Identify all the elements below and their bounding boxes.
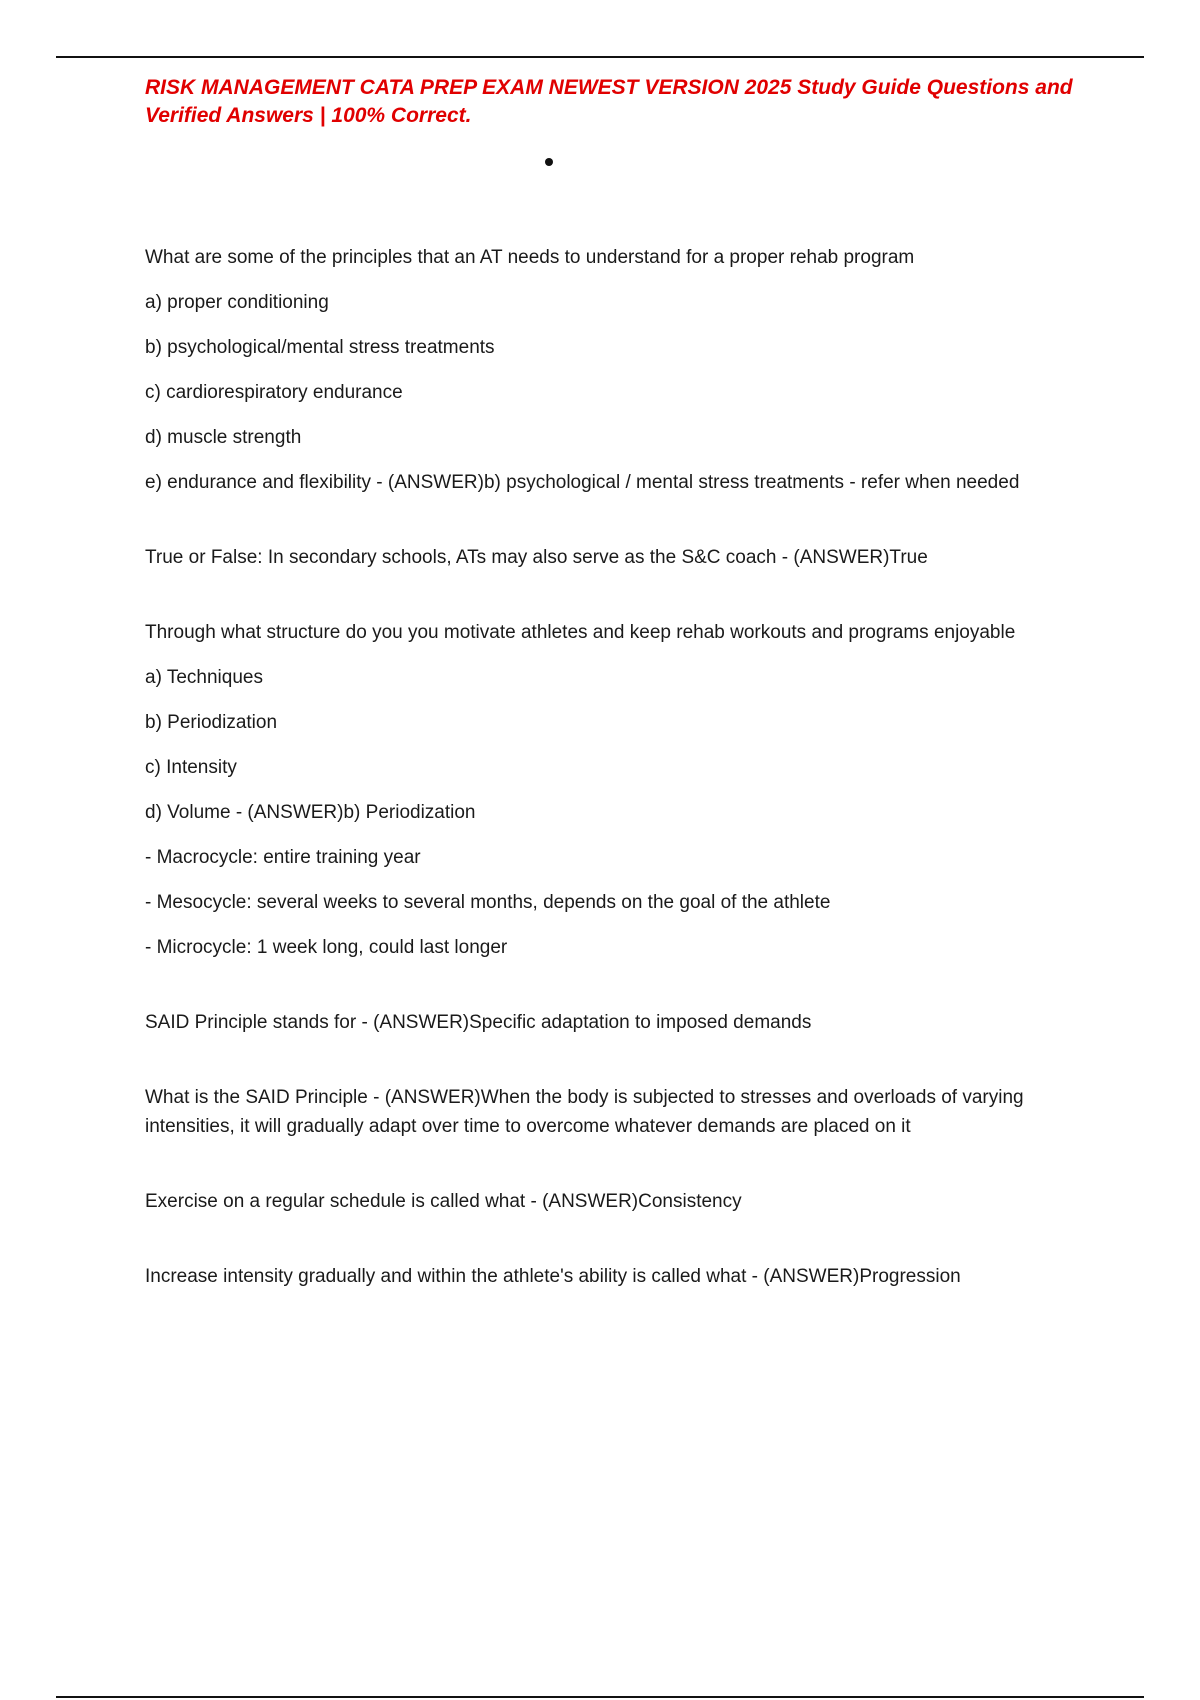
question-with-answer: SAID Principle stands for - (ANSWER)Specific adaptation to imposed demands (145, 1012, 812, 1033)
qa-block-consistency (145, 1187, 1105, 1216)
option-c: c) Intensity (145, 757, 237, 778)
bottom-rule (56, 1696, 1144, 1698)
bullet-dot (545, 158, 553, 166)
question-with-answer: Increase intensity gradually and within the athlete's ability is called what - (ANSWER)Progression (145, 1266, 961, 1287)
qa-block-sc-coach (145, 543, 1105, 572)
option-b: b) psychological/mental stress treatments (145, 337, 495, 358)
question-with-answer: True or False: In secondary schools, ATs may also serve as the S&C coach - (ANSWER)True (145, 547, 928, 568)
qa-block-rehab-principles (145, 243, 1105, 497)
qa-block-said-principle (145, 1083, 1105, 1141)
option-c: c) cardiorespiratory endurance (145, 382, 403, 403)
answer-detail-macrocycle: - Macrocycle: entire training year (145, 847, 421, 868)
qa-block-progression (145, 1262, 1105, 1291)
answer-detail-microcycle: - Microcycle: 1 week long, could last longer (145, 937, 508, 958)
answer-detail-mesocycle: - Mesocycle: several weeks to several months, depends on the goal of the athlete (145, 892, 831, 913)
option-e-with-answer: e) endurance and flexibility - (ANSWER)b) psychological / mental stress treatments - refer when needed (145, 472, 1020, 493)
option-b: b) Periodization (145, 712, 278, 733)
option-d: d) muscle strength (145, 427, 302, 448)
qa-block-periodization (145, 618, 1105, 962)
option-a: a) Techniques (145, 667, 263, 688)
question-text: What are some of the principles that an AT needs to understand for a proper rehab program (145, 247, 915, 268)
question-with-answer: Exercise on a regular schedule is called what - (ANSWER)Consistency (145, 1191, 742, 1212)
question-with-answer: What is the SAID Principle - (ANSWER)When the body is subjected to stresses and overloads of varying intensities, it will gradually adapt over time to overcome whatever demands are placed on it (145, 1087, 1024, 1137)
qa-block-said-acronym (145, 1008, 1105, 1037)
option-d-with-answer: d) Volume - (ANSWER)b) Periodization (145, 802, 476, 823)
qa-content (145, 243, 1105, 1337)
top-rule (56, 56, 1144, 58)
question-text: Through what structure do you you motivate athletes and keep rehab workouts and programs enjoyable (145, 622, 1016, 643)
option-a: a) proper conditioning (145, 292, 329, 313)
document-title: RISK MANAGEMENT CATA PREP EXAM NEWEST VERSION 2025 Study Guide Questions and Verified Answers | 100% Correct. (145, 76, 1073, 127)
